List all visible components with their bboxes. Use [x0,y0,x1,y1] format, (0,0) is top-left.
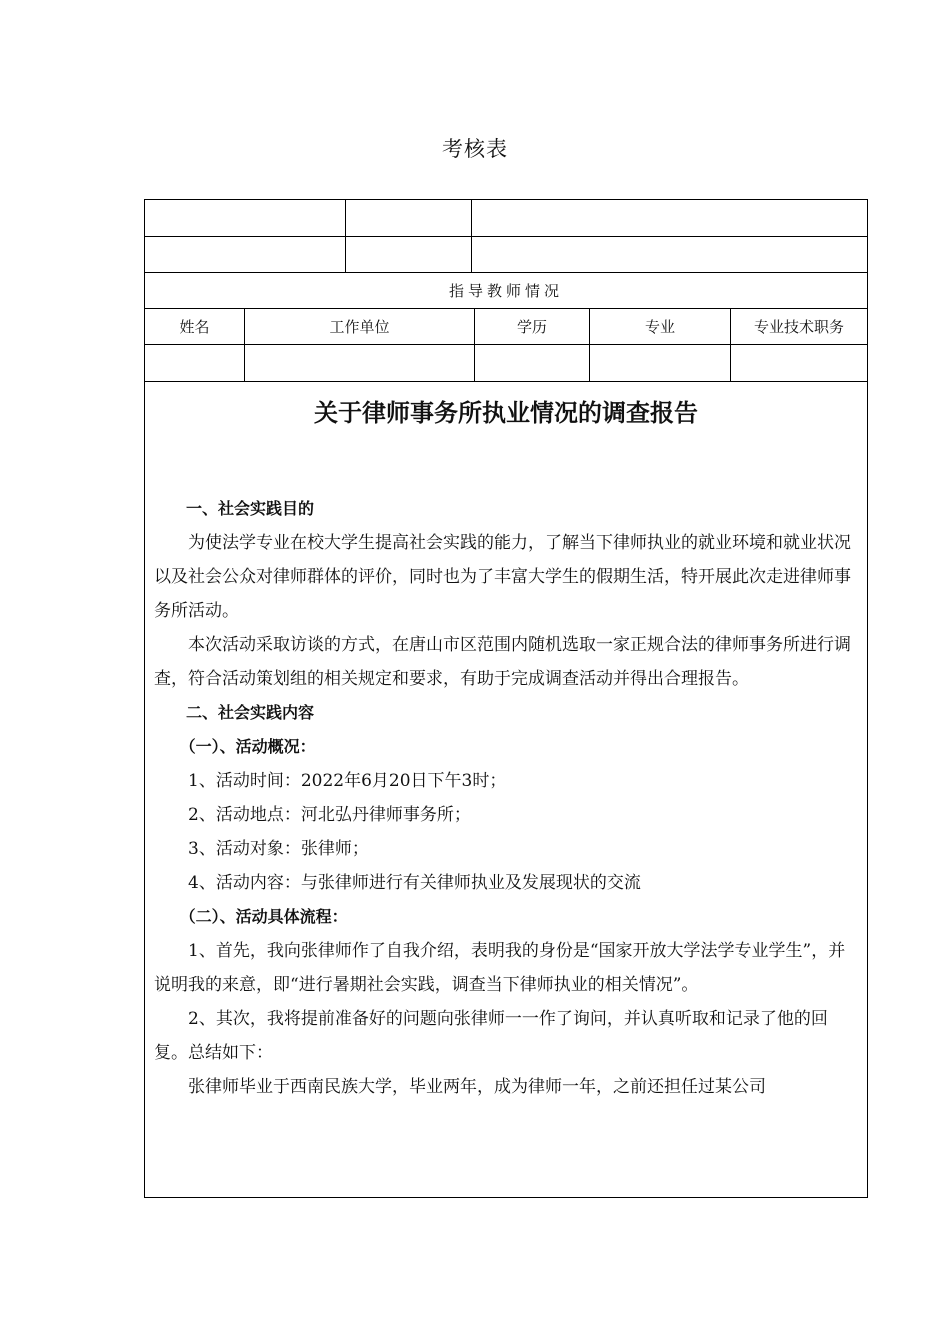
blank-cell [346,200,472,237]
overview-item: 2、活动地点：河北弘丹律师事务所； [188,805,471,825]
report-box [144,381,868,1198]
report-title: 关于律师事务所执业情况的调查报告 [314,399,698,427]
overview-item: 1、活动时间：2022年6月20日下午3时； [188,771,507,791]
paragraph-step1: 1、首先，我向张律师作了自我介绍，表明我的身份是“国家开放大学法学专业学生”，并说明我的来意，即“进行暑期社会实践，调查当下律师执业的相关情况”。 [154,941,846,995]
value-cell-workplace [245,345,475,382]
value-cell-education [475,345,590,382]
value-cell-major [590,345,731,382]
col-header-workplace: 工作单位 [245,309,475,345]
assessment-table [144,199,868,382]
blank-cell [145,237,346,273]
col-header-name: 姓名 [145,309,245,345]
blank-cell [472,237,868,273]
value-cell-title [731,345,868,382]
sub1-heading: （一）、活动概况： [179,737,316,756]
blank-cell [472,200,868,237]
blank-cell [346,237,472,273]
report-body [154,492,854,1104]
col-header-major: 专业 [590,309,731,345]
overview-item: 4、活动内容：与张律师进行有关律师执业及发展现状的交流 [188,873,641,893]
section2-heading: 二、社会实践内容 [186,703,315,722]
overview-item: 3、活动对象：张律师； [188,839,369,859]
value-cell-name [145,345,245,382]
sub2-heading: （二）、活动具体流程： [179,907,348,926]
paragraph-summary: 张律师毕业于西南民族大学，毕业两年，成为律师一年，之前还担任过某公司 [188,1077,766,1097]
section-header: 指导教师情况 [145,273,868,309]
col-header-title: 专业技术职务 [731,309,868,345]
col-header-education: 学历 [475,309,590,345]
paragraph-purpose: 为使法学专业在校大学生提高社会实践的能力，了解当下律师执业的就业环境和就业状况以及社会公众对律师群体的评价，同时也为了丰富大学生的假期生活，特开展此次走进律师事务所活动。 [154,533,851,621]
page-title: 考核表 [442,137,508,161]
paragraph-method: 本次活动采取访谈的方式，在唐山市区范围内随机选取一家正规合法的律师事务所进行调查，符合活动策划组的相关规定和要求，有助于完成调查活动并得出合理报告。 [154,635,851,689]
blank-cell [145,200,346,237]
section1-heading: 一、社会实践目的 [186,499,315,518]
paragraph-step2: 2、其次，我将提前准备好的问题向张律师一一作了询问，并认真听取和记录了他的回复。总结如下： [154,1009,828,1063]
